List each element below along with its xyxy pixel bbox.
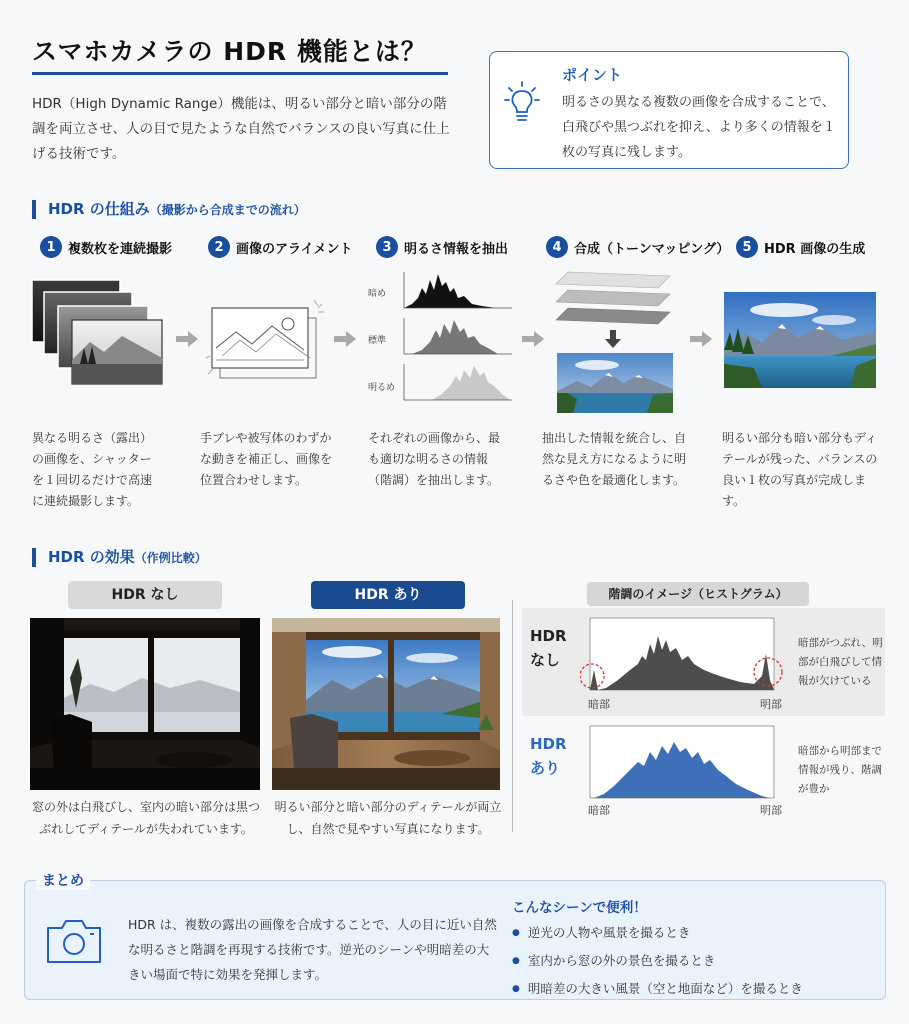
without-hdr-photo (30, 618, 260, 790)
list-item: ● 逆光の人物や風景を撮るとき (512, 920, 872, 948)
with-hdr-desc: 明るい部分と暗い部分のディテールが両立し、自然で見やすい写真になります。 (274, 800, 502, 836)
level-label: 明るめ (368, 383, 396, 393)
without-hdr-label: HDR なし (68, 581, 222, 609)
step-number: 2 (208, 236, 230, 258)
section-heading-text: HDR の仕組み (48, 200, 150, 218)
step-2-desc: 手ブレや被写体のわずかな動きを補正し、画像を位置合わせします。 (200, 431, 333, 487)
standard-histogram (402, 314, 514, 358)
list-item: ● 室内から窓の外の景色を撮るとき (512, 948, 872, 976)
arrow-right-icon (334, 330, 356, 348)
arrow-right-icon (522, 330, 544, 348)
step-number: 5 (736, 236, 758, 258)
summary-text: HDR は、複数の露出の画像を合成することで、人の目に近い自然な明るさと階調を再現する技術です。逆光のシーンや明暗差の大きい場面で特に効果を発揮します。 (128, 917, 497, 982)
scene-title: こんなシーンで便利！ (512, 900, 647, 916)
step-5-desc: 明るい部分も暗い部分もディテールが残った、バランスの良い１枚の写真が完成します。 (722, 431, 878, 508)
level-label: 暗め (368, 289, 387, 299)
bright-histogram (402, 360, 514, 404)
without-hdr-desc: 窓の外は白飛びし、室内の暗い部分は黒つぶれしてディテールが失われています。 (31, 800, 260, 836)
point-title: ポイント (562, 66, 623, 84)
arrow-right-icon (176, 330, 198, 348)
step-1-title (40, 236, 172, 258)
axis-bright-label: 明部 (760, 804, 782, 817)
step-4-title (546, 236, 729, 258)
list-item: ● 明暗差の大きい風景（空と地面など）を撮るとき (512, 976, 872, 1004)
arrow-down-icon (605, 330, 621, 348)
histogram-without-side: HDR なし (530, 627, 567, 669)
section-heading-mechanism (32, 200, 306, 219)
camera-icon (44, 916, 104, 966)
step-title-text: 画像のアライメント (236, 241, 353, 257)
step-title-text: 合成（トーンマッピング） (574, 241, 730, 257)
layers-merge-image (554, 270, 672, 326)
step-1-desc: 異なる明るさ（露出）の画像を、シャッターを１回切るだけで高速に連続撮影します。 (32, 431, 153, 508)
axis-dark-label: 暗部 (588, 804, 610, 817)
section-heading-sub: （作例比較） (134, 551, 207, 565)
step-3-desc: それぞれの画像から、最も適切な明るさの情報（階調）を抽出します。 (368, 431, 501, 487)
step-4-desc: 抽出した情報を統合し、自然な見え方になるように明るさや色を最適化します。 (542, 431, 687, 487)
step-number: 4 (546, 236, 568, 258)
histogram-with (580, 722, 786, 802)
section-heading-effect (32, 548, 207, 567)
point-box (489, 51, 849, 169)
lightbulb-icon (504, 80, 540, 128)
hdr-result-photo (724, 292, 876, 388)
histogram-label: 階調のイメージ（ヒストグラム） (587, 582, 809, 606)
step-title-text: 明るさ情報を抽出 (404, 241, 509, 257)
merged-photo-image (557, 353, 673, 413)
step-title-text: HDR 画像の生成 (764, 241, 866, 257)
point-body: 明るさの異なる複数の画像を合成することで、白飛びや黒つぶれを抑え、より多くの情報を１枚の写真に残します。 (562, 95, 836, 160)
divider (512, 600, 513, 832)
step-number: 3 (376, 236, 398, 258)
dark-histogram (402, 268, 514, 312)
level-label: 標準 (368, 336, 387, 346)
step-3-title (376, 236, 508, 258)
section-heading-text: HDR の効果 (48, 548, 135, 566)
page-title: スマホカメラの HDR 機能とは？ (32, 37, 427, 66)
section-heading-sub: （撮影から合成までの流れ） (149, 203, 306, 217)
step-title-text: 複数枚を連続撮影 (68, 241, 173, 257)
stacked-exposures-image (30, 278, 164, 386)
histogram-without-note: 暗部がつぶれ、明部が白飛びして情報が欠けている (798, 637, 883, 687)
intro-text: HDR（High Dynamic Range）機能は、明るい部分と暗い部分の階調を両立させ、人の目で見たような自然でバランスの良い写真に仕上げる技術です。 (32, 96, 450, 162)
summary-tag: まとめ (36, 870, 90, 890)
alignment-sketch-image (206, 298, 330, 382)
axis-dark-label: 暗部 (588, 698, 610, 711)
axis-bright-label: 明部 (760, 698, 782, 711)
histogram-without (580, 614, 786, 694)
arrow-right-icon (690, 330, 712, 348)
step-number: 1 (40, 236, 62, 258)
title-underline (32, 72, 448, 75)
with-hdr-label: HDR あり (311, 581, 465, 609)
histogram-with-side: HDR あり (530, 735, 567, 777)
histogram-with-note: 暗部から明部まで情報が残り、階調が豊か (798, 745, 882, 795)
with-hdr-photo (272, 618, 500, 790)
scene-list (512, 920, 872, 1004)
step-5-title (736, 236, 865, 258)
step-2-title (208, 236, 352, 258)
